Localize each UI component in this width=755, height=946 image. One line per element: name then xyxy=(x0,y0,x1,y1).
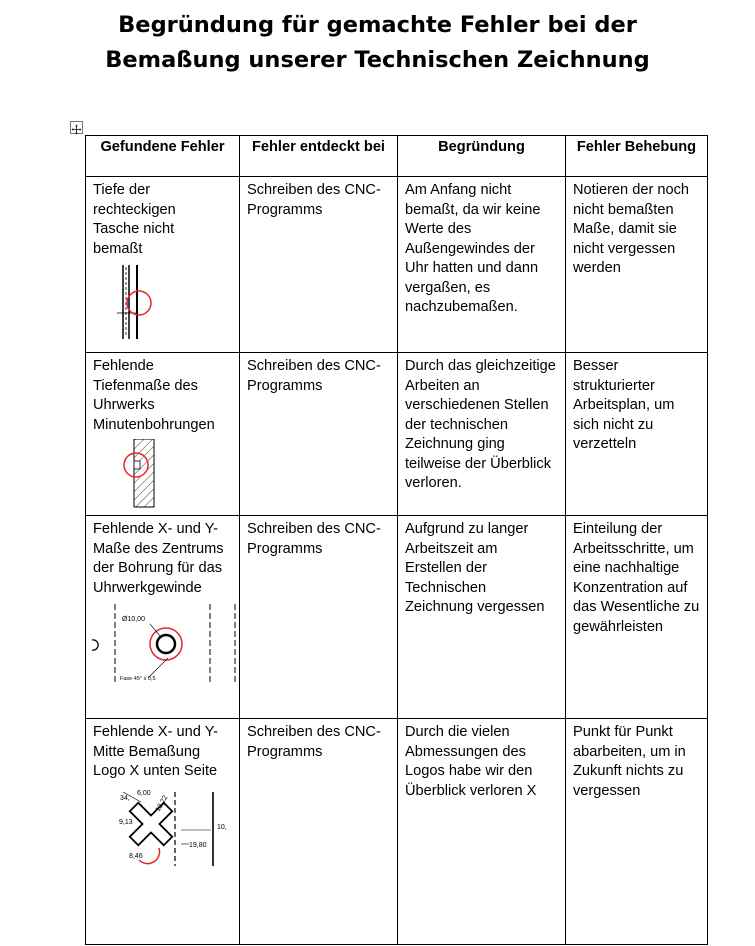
cell-begruendung xyxy=(398,353,566,516)
fehler-text: Fehlende Tiefenmaße des Uhrwerks Minutenbohrungen xyxy=(93,358,215,433)
begruendung-text: Aufgrund zu langer Arbeitszeit am Erstellen der Technischen Zeichnung vergessen xyxy=(405,521,545,615)
title-line-2: Bemaßung unserer Technischen Zeichnung xyxy=(105,47,650,73)
table-move-handle-icon[interactable] xyxy=(70,121,83,134)
fehler-text: Fehlende X- und Y-Mitte Bemaßung Logo X unten Seite xyxy=(93,724,218,779)
diameter-label: Ø10,00 xyxy=(122,616,145,623)
title-line-1: Begründung für gemachte Fehler bei der xyxy=(118,12,637,38)
cell-entdeckt xyxy=(240,516,398,719)
cell-begruendung xyxy=(398,177,566,353)
entdeckt-text: Schreiben des CNC-Programms xyxy=(247,358,381,394)
begruendung-text: Durch das gleichzeitige Arbeiten an verschiedenen Stellen der technischen Zeichnung ging teilweise der Überblick verloren. xyxy=(405,358,556,491)
cell-entdeckt xyxy=(240,719,398,945)
behebung-text: Punkt für Punkt abarbeiten, um in Zukunft nichts zu vergessen xyxy=(573,724,686,799)
logo-x-sketch xyxy=(93,788,231,868)
dim-label-5: 10, xyxy=(217,823,227,831)
header-fehler-behebung: Fehler Behebung xyxy=(566,136,708,177)
header-fehler-entdeckt-bei: Fehler entdeckt bei xyxy=(240,136,398,177)
cell-fehler xyxy=(86,719,240,945)
table-row xyxy=(86,177,708,353)
chamfer-label: Fase 45° x 0,5 xyxy=(120,676,156,682)
cell-entdeckt xyxy=(240,353,398,516)
table-row xyxy=(86,516,708,719)
minute-bore-sketch xyxy=(93,439,163,511)
dim-label-1: 34, xyxy=(120,794,130,802)
dim-label-3: 12,22 xyxy=(154,793,170,813)
cell-behebung xyxy=(566,719,708,945)
header-gefundene-fehler: Gefundene Fehler xyxy=(86,136,240,177)
entdeckt-text: Schreiben des CNC-Programms xyxy=(247,182,381,218)
table-header-row xyxy=(86,136,708,177)
thread-bore-sketch xyxy=(90,602,238,690)
dim-label-6: 19,80 xyxy=(189,841,207,849)
dim-label-7: 8,46 xyxy=(129,852,143,860)
begruendung-text: Durch die vielen Abmessungen des Logos habe wir den Überblick verloren X xyxy=(405,724,537,799)
entdeckt-text: Schreiben des CNC-Programms xyxy=(247,521,381,557)
fehler-text: Tiefe der rechteckigen Tasche nicht bemaßt xyxy=(93,182,176,257)
error-table xyxy=(85,135,708,945)
cell-begruendung xyxy=(398,516,566,719)
begruendung-text: Am Anfang nicht bemaßt, da wir keine Werte des Außengewindes der Uhr hatten und dann vergaßen, es nachzubemaßen. xyxy=(405,182,541,315)
table-row xyxy=(86,353,708,516)
cell-fehler xyxy=(86,516,240,719)
pocket-depth-sketch xyxy=(93,263,163,343)
dim-label-2: 6,00 xyxy=(137,789,151,797)
dim-label-4: 9,13 xyxy=(119,818,133,826)
cell-entdeckt xyxy=(240,177,398,353)
behebung-text: Besser strukturierter Arbeitsplan, um sich nicht zu verzetteln xyxy=(573,358,675,452)
fehler-text: Fehlende X- und Y-Maße des Zentrums der Bohrung für das Uhrwerkgewinde xyxy=(93,521,224,596)
cell-behebung xyxy=(566,353,708,516)
table-row xyxy=(86,719,708,945)
cell-begruendung xyxy=(398,719,566,945)
behebung-text: Einteilung der Arbeitsschritte, um eine nachhaltige Konzentration auf das Wesentliche zu gewährleisten xyxy=(573,521,700,635)
entdeckt-text: Schreiben des CNC-Programms xyxy=(247,724,381,760)
cell-behebung xyxy=(566,516,708,719)
cell-fehler xyxy=(86,177,240,353)
cell-behebung xyxy=(566,177,708,353)
behebung-text: Notieren der noch nicht bemaßten Maße, damit sie nicht vergessen werden xyxy=(573,182,690,276)
document-title xyxy=(0,8,755,78)
header-begruendung: Begründung xyxy=(398,136,566,177)
cell-fehler xyxy=(86,353,240,516)
